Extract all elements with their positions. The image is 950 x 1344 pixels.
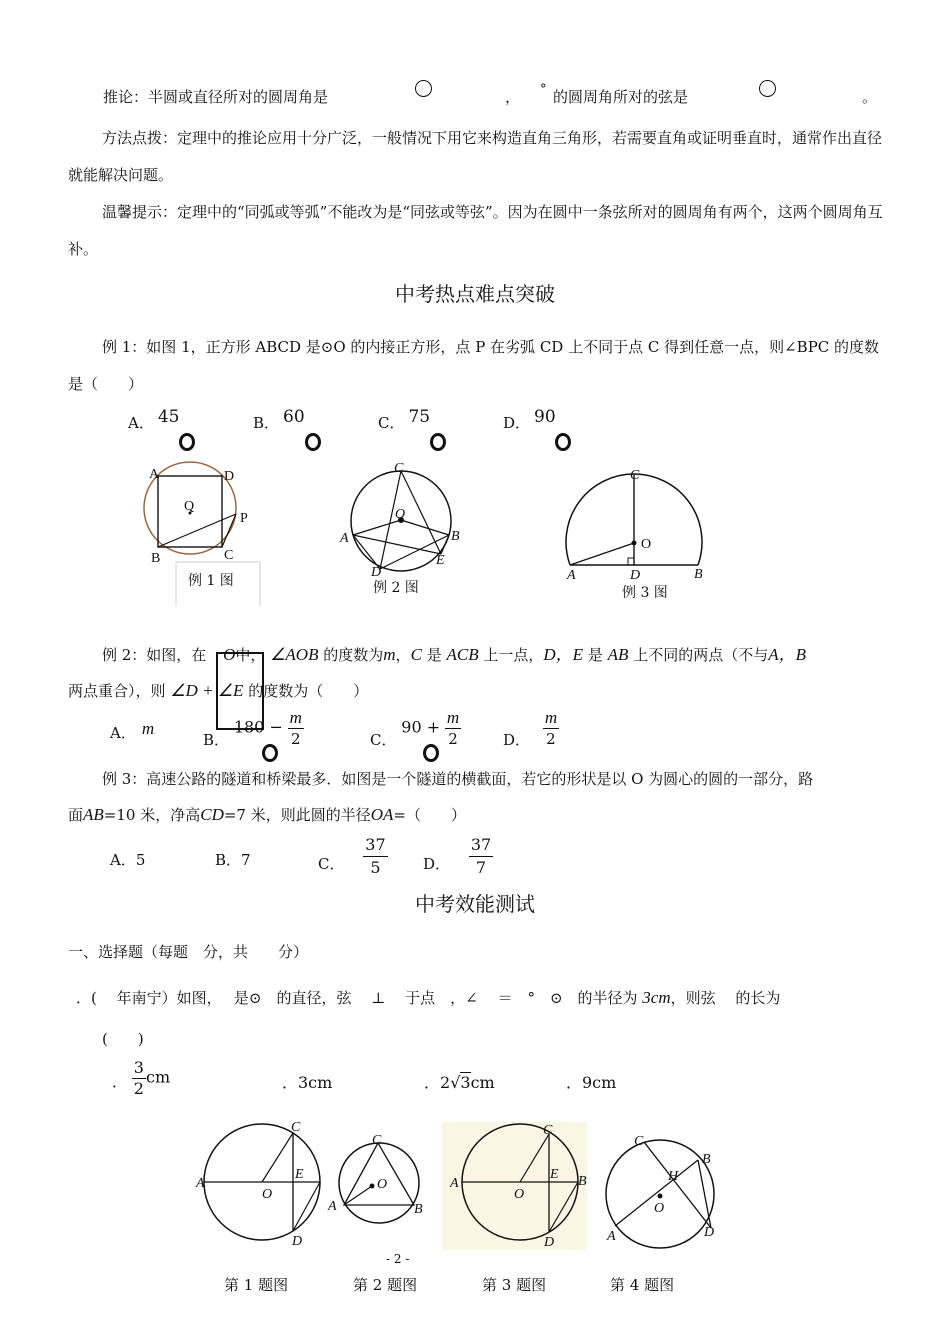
text: ，则弦 的长为 (670, 989, 781, 1007)
degree-circle-icon (305, 433, 321, 451)
corollary-period: 。 (862, 88, 878, 106)
corollary-line (103, 86, 328, 107)
label-c: C (630, 468, 640, 483)
ex3-option-d[interactable] (423, 834, 493, 879)
math-acb: ACB (446, 645, 479, 664)
fraction (543, 708, 559, 749)
math-oa: OA (370, 805, 394, 824)
label-b: B (451, 529, 460, 544)
text: 两点重合），则 (68, 682, 166, 700)
math-c: C (410, 645, 422, 664)
fraction (288, 708, 304, 749)
unit: cm (470, 1073, 495, 1092)
denominator: 2 (546, 730, 556, 748)
label-d: D (371, 565, 382, 580)
q1-option-c[interactable] (424, 1070, 495, 1093)
fig3-caption: 例 3 图 (622, 585, 668, 601)
caption-figure-4: 第 4 题图 (610, 1276, 675, 1294)
corollary-degree: ° (540, 82, 547, 97)
degree-circle-icon (430, 433, 446, 451)
ex2-option-d[interactable] (503, 708, 559, 749)
label-o: O (377, 1177, 388, 1192)
option-value: 75 (408, 407, 431, 427)
option-value: 180 − (233, 717, 283, 737)
option-letter: A． (110, 724, 136, 742)
figure-question-2 (325, 1130, 430, 1230)
label-o: O (395, 507, 406, 522)
option-letter: ． (112, 1072, 128, 1091)
option-value: m (141, 719, 155, 738)
option-value: 60 (283, 407, 305, 427)
text: 例 2：如图，在 (102, 646, 207, 664)
text: 是 (587, 646, 603, 664)
caption-figure-1: 第 1 题图 (224, 1276, 289, 1294)
text: 的度数为 (323, 646, 384, 664)
figure-background (442, 1122, 587, 1250)
warm-tip-text: 温馨提示：定理中的“同弧或等弧”不能改为是“同弦或等弦”。因为在圆中一条弦所对的圆周角有两个，这两个圆周角互补。 (68, 203, 883, 258)
option-letter: D． (423, 854, 451, 873)
numerator: m (289, 708, 302, 727)
example-3-line-2 (68, 804, 466, 825)
figure-question-1 (192, 1118, 332, 1253)
label-c: C (634, 1134, 644, 1149)
label-a: A (196, 1176, 205, 1191)
denominator: 7 (475, 858, 487, 877)
circle-blank-icon (415, 80, 432, 97)
degree-circle-icon (555, 433, 571, 451)
label-b: B (414, 1202, 423, 1217)
section-heading-hotspots: 中考热点难点突破 (395, 282, 555, 306)
label-d: D (544, 1235, 555, 1250)
label-b: B (578, 1174, 587, 1189)
numerator: 3 (133, 1058, 144, 1077)
text: 面 (68, 806, 84, 824)
denominator: 5 (370, 858, 381, 877)
q1-option-b[interactable]: ．3cm (282, 1073, 333, 1092)
label-e: E (295, 1167, 304, 1182)
text: 上不同的两点（不与 (633, 646, 769, 664)
label-e: E (436, 553, 445, 568)
math-o: O (223, 645, 236, 664)
label-b: B (694, 567, 703, 582)
option-letter: C． (318, 854, 345, 873)
label-b: B (151, 551, 161, 566)
fig2-caption: 例 2 图 (373, 580, 419, 596)
fraction (469, 834, 493, 879)
text: 上一点， (483, 646, 544, 664)
option-letter: C． (378, 414, 405, 432)
math-ab: AB (83, 805, 104, 824)
ex3-option-b[interactable]: B．7 (215, 851, 251, 869)
label-b: B (702, 1152, 711, 1167)
method-tip (68, 120, 884, 194)
circle-blank-icon (759, 80, 776, 97)
option-value: 90 + (401, 717, 441, 737)
math-expr: ∠D + ∠E (170, 681, 244, 700)
math-de: D，E (543, 645, 584, 664)
ex2-option-a[interactable] (110, 719, 155, 743)
ex3-option-a[interactable]: A．5 (110, 851, 146, 869)
fraction (445, 708, 461, 749)
label-c: C (372, 1133, 382, 1148)
caption-figure-3: 第 3 题图 (482, 1276, 547, 1294)
label-o: O (262, 1187, 273, 1202)
denominator: 2 (290, 730, 301, 748)
option-letter: A． (128, 414, 154, 432)
ex1-option-c[interactable] (378, 407, 431, 433)
corollary-comma: ， (505, 88, 521, 106)
label-o: Q (184, 499, 195, 514)
example-1 (68, 329, 884, 403)
figure-example-3 (560, 465, 710, 605)
text: 中， (235, 646, 266, 664)
corollary-text: 推论：半圆或直径所对的圆周角是 (103, 88, 329, 106)
center-dot (632, 541, 637, 546)
q1-option-d[interactable]: ．9cm (566, 1073, 617, 1092)
label-c: C (394, 461, 404, 476)
ex1-option-b[interactable] (253, 407, 305, 433)
degree-circle-icon (179, 433, 195, 451)
ex2-option-c[interactable] (370, 708, 461, 749)
radius-line (570, 543, 634, 565)
option-letter: D． (503, 730, 531, 749)
label-a: A (340, 531, 349, 546)
ex1-option-d[interactable] (503, 407, 556, 433)
option-value: 45 (157, 407, 180, 427)
text: ．( 年南宁）如图， 是⊙ 的直径，弦 ⊥ 于点 ，∠ ＝ ° ⊙ 的半径为 (76, 989, 638, 1007)
ex1-option-a[interactable] (128, 407, 180, 433)
text: 是 (426, 646, 442, 664)
figure-question-3 (442, 1122, 587, 1250)
unit: cm (145, 1067, 171, 1087)
radicand: 3 (460, 1073, 471, 1092)
math-cd: CD (200, 805, 224, 824)
math-m: m (383, 645, 396, 664)
label-e: E (550, 1167, 559, 1182)
label-c: C (224, 548, 234, 563)
sqrt-icon: √ (450, 1073, 461, 1092)
label-a: A (149, 467, 160, 482)
section-heading-test: 中考效能测试 (415, 892, 535, 916)
label-c: C (291, 1120, 301, 1135)
degree-circle-icon (423, 744, 439, 762)
option-letter: D． (503, 414, 531, 432)
caption-figure-2: 第 2 题图 (353, 1276, 418, 1294)
denominator: 2 (448, 730, 458, 748)
numerator: m (446, 708, 460, 727)
text: =（ ） (393, 806, 466, 824)
label-a: A (450, 1176, 459, 1191)
q1-option-a[interactable] (112, 1058, 170, 1099)
option-letter: ．2 (424, 1073, 451, 1092)
label-p: P (240, 511, 248, 526)
example-1-text: 例 1：如图 1，正方形 ABCD 是⊙O 的内接正方形，点 P 在劣弧 CD 上不同于点 C 得到任意一点，则∠BPC 的度数是（ ） (68, 338, 880, 393)
label-a: A (328, 1199, 337, 1214)
label-a: A (567, 568, 576, 583)
question-1-line-1 (76, 987, 780, 1008)
ex3-option-c[interactable] (318, 834, 388, 879)
section-multiple-choice: 一、选择题（每题 分，共 分） (68, 943, 309, 961)
numerator: m (544, 708, 558, 727)
text: 的度数为（ ） (248, 682, 369, 700)
option-value: 90 (534, 407, 556, 427)
fraction (132, 1058, 146, 1099)
figure-example-2 (335, 458, 475, 603)
option-letter: B． (203, 730, 230, 749)
math-value: 3cm (642, 988, 671, 1007)
label-o: O (641, 537, 652, 552)
math-ab2: A，B (768, 645, 806, 664)
text: =7 米，则此圆的半径 (223, 806, 371, 824)
label-d: D (704, 1225, 715, 1240)
figure-question-4 (598, 1130, 728, 1250)
example-2-line-1 (102, 640, 806, 665)
text: =10 米，净高 (103, 806, 201, 824)
label-d: D (292, 1234, 303, 1249)
option-letter: B． (253, 414, 280, 432)
numerator: 37 (363, 834, 387, 857)
ex2-option-b[interactable] (203, 708, 304, 749)
label-o: O (654, 1201, 665, 1216)
option-letter: C． (370, 730, 397, 749)
label-o: O (514, 1187, 525, 1202)
label-d: D (224, 469, 235, 484)
label-h: H (668, 1169, 679, 1184)
fraction (363, 834, 387, 879)
question-1-line-2: ( ) (102, 1030, 144, 1048)
fig1-caption: 例 1 图 (188, 573, 234, 589)
page-number: - 2 - (386, 1252, 410, 1266)
numerator: 37 (469, 834, 493, 857)
method-tip-text: 方法点拨：定理中的推论应用十分广泛，一般情况下用它来构造直角三角形，若需要直角或证明垂直时，通常作出直径就能解决问题。 (68, 129, 883, 184)
corollary-text-2: 的圆周角所对的弦是 (553, 88, 689, 106)
label-d: D (630, 568, 641, 583)
text: ， (395, 646, 411, 664)
example-3-line-1: 例 3：高速公路的隧道和桥梁最多．如图是一个隧道的横截面，若它的形状是以 O 为圆心的圆的一部分，路 (102, 770, 814, 788)
label-c: C (543, 1123, 553, 1138)
math-ab: AB (607, 645, 629, 664)
figure-example-1 (140, 458, 270, 608)
denominator: 2 (133, 1079, 144, 1098)
math-angle: ∠AOB (270, 645, 319, 664)
degree-circle-icon (262, 744, 278, 762)
warm-tip (68, 194, 884, 268)
label-a: A (607, 1229, 616, 1244)
